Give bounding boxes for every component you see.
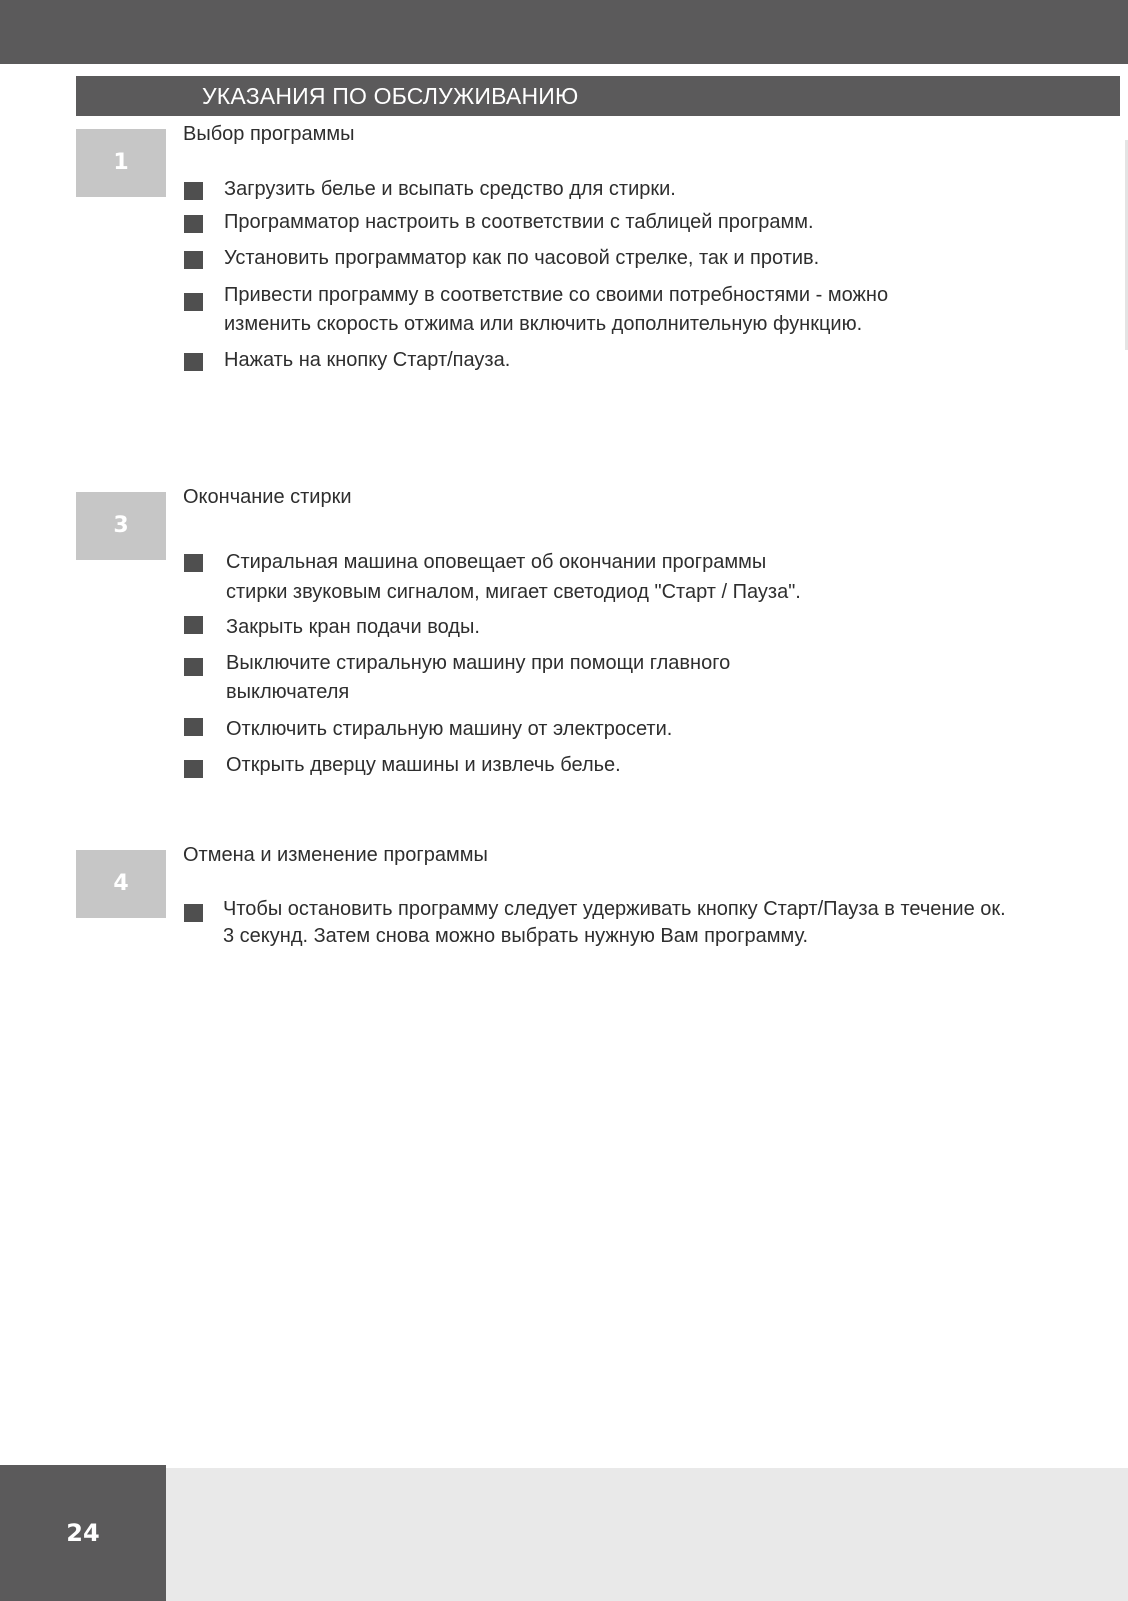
top-band: [0, 0, 1128, 64]
footer-band: [166, 1468, 1128, 1601]
list-item: [183, 751, 823, 781]
step-title: Выбор программы: [183, 123, 355, 145]
square-bullet-icon: [184, 353, 203, 371]
instruction-text: Программатор настроить в соответствии с таблицей программ.: [224, 210, 814, 233]
instruction-text: Чтобы остановить программу следует удерживать кнопку Старт/Пауза в течение ок. 3 секунд. Затем снова можно выбрать нужную Вам программу.: [223, 898, 1006, 947]
page-number: 24: [66, 1519, 100, 1547]
list-item: [183, 244, 903, 274]
list-item: [183, 715, 823, 745]
step-instructions-list: [183, 896, 1018, 950]
instruction-text: Закрыть кран подачи воды.: [226, 616, 480, 638]
step-title: Отмена и изменение программы: [183, 844, 488, 866]
square-bullet-icon: [184, 904, 203, 922]
step-instructions-list: [183, 548, 823, 781]
step-title: Окончание стирки: [183, 486, 352, 508]
instruction-text: Открыть дверцу машины и извлечь белье.: [226, 754, 621, 776]
square-bullet-icon: [184, 718, 203, 736]
square-bullet-icon: [184, 616, 203, 634]
square-bullet-icon: [184, 251, 203, 269]
step-number-badge: 4: [76, 850, 166, 918]
instruction-text: Выключите стиральную машину при помощи главного выключателя: [226, 651, 731, 703]
list-item: [183, 896, 1018, 950]
instruction-text: Привести программу в соответствие со своими потребностями - можно изменить скорость отжима или включить дополнительную функцию.: [224, 283, 889, 335]
list-item: [183, 175, 903, 205]
instruction-text: Загрузить белье и всыпать средство для стирки.: [224, 178, 676, 200]
square-bullet-icon: [184, 554, 203, 572]
list-item: [183, 208, 903, 238]
section-title: УКАЗАНИЯ ПО ОБСЛУЖИВАНИЮ: [202, 83, 579, 109]
section-header: [76, 76, 1120, 116]
step-number-badge: 1: [76, 129, 166, 197]
instruction-text: Стиральная машина оповещает об окончании программы стирки звуковым сигналом, мигает светодиод "Старт / Пауза".: [226, 551, 801, 603]
list-item: [183, 613, 823, 643]
list-item: [183, 346, 903, 376]
list-item: [183, 548, 823, 607]
square-bullet-icon: [184, 760, 203, 778]
square-bullet-icon: [184, 215, 203, 233]
square-bullet-icon: [184, 182, 203, 200]
list-item: [183, 649, 823, 708]
instruction-text: Нажать на кнопку Старт/пауза.: [224, 348, 511, 371]
step-number-badge: 3: [76, 492, 166, 560]
square-bullet-icon: [184, 658, 203, 676]
instruction-text: Установить программатор как по часовой стрелке, так и против.: [224, 247, 820, 269]
instruction-text: Отключить стиральную машину от электросети.: [226, 717, 673, 740]
list-item: [183, 281, 903, 340]
step-instructions-list: [183, 175, 903, 375]
square-bullet-icon: [184, 293, 203, 311]
